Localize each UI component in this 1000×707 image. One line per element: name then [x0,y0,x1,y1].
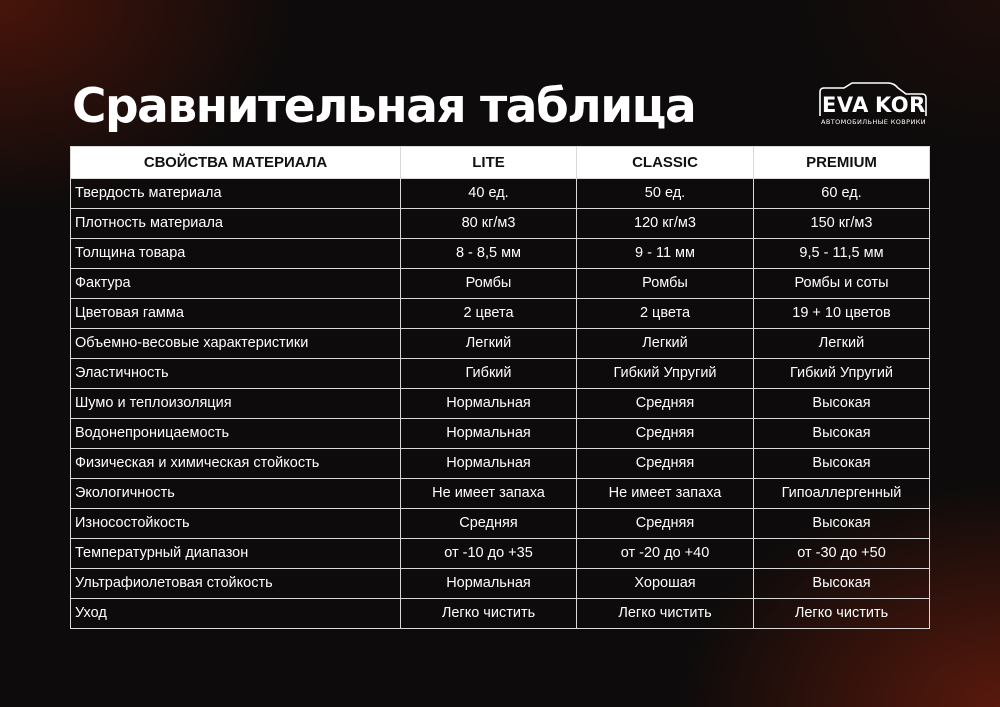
cell-classic: от -20 до +40 [577,539,754,569]
cell-lite: 40 ед. [401,179,577,209]
cell-property: Экологичность [71,479,401,509]
logo-subtitle: АВТОМОБИЛЬНЫЕ КОВРИКИ [821,118,927,126]
cell-classic: Легкий [577,329,754,359]
table-row [71,239,930,269]
table-row [71,179,930,209]
cell-classic: Не имеет запаха [577,479,754,509]
cell-lite: Нормальная [401,419,577,449]
header-premium: PREMIUM [754,147,930,179]
cell-classic: Средняя [577,449,754,479]
cell-lite: от -10 до +35 [401,539,577,569]
cell-property: Объемно-весовые характеристики [71,329,401,359]
table-row [71,329,930,359]
cell-lite: Легкий [401,329,577,359]
cell-premium: Высокая [754,569,930,599]
table-row [71,269,930,299]
cell-property: Эластичность [71,359,401,389]
table-row [71,479,930,509]
table-row [71,599,930,629]
cell-classic: Средняя [577,389,754,419]
comparison-table [70,146,930,629]
table-row [71,449,930,479]
cell-premium: 9,5 - 11,5 мм [754,239,930,269]
cell-premium: Высокая [754,449,930,479]
table-header-row [71,147,930,179]
logo-wordmark-left: EVA [822,93,869,117]
cell-property: Твердость материала [71,179,401,209]
cell-property: Температурный диапазон [71,539,401,569]
cell-premium: Легкий [754,329,930,359]
cell-premium: Высокая [754,509,930,539]
table-row [71,359,930,389]
cell-property: Шумо и теплоизоляция [71,389,401,419]
table-row [71,389,930,419]
cell-property: Плотность материала [71,209,401,239]
cell-premium: Легко чистить [754,599,930,629]
cell-lite: Нормальная [401,449,577,479]
table-body [71,179,930,629]
cell-premium: от -30 до +50 [754,539,930,569]
table-row [71,509,930,539]
header-lite: LITE [401,147,577,179]
header-properties: СВОЙСТВА МАТЕРИАЛА [71,147,401,179]
cell-premium: Высокая [754,419,930,449]
cell-lite: Средняя [401,509,577,539]
cell-property: Износостойкость [71,509,401,539]
cell-lite: Нормальная [401,569,577,599]
cell-classic: 2 цвета [577,299,754,329]
cell-classic: Средняя [577,509,754,539]
cell-premium: Гибкий Упругий [754,359,930,389]
cell-property: Уход [71,599,401,629]
cell-property: Физическая и химическая стойкость [71,449,401,479]
cell-classic: 50 ед. [577,179,754,209]
cell-classic: Легко чистить [577,599,754,629]
cell-property: Цветовая гамма [71,299,401,329]
cell-lite: Легко чистить [401,599,577,629]
cell-lite: 2 цвета [401,299,577,329]
cell-lite: Гибкий [401,359,577,389]
header-classic: CLASSIC [577,147,754,179]
cell-classic: Ромбы [577,269,754,299]
logo-wordmark [822,93,926,117]
cell-lite: 8 - 8,5 мм [401,239,577,269]
cell-lite: Нормальная [401,389,577,419]
cell-classic: Гибкий Упругий [577,359,754,389]
cell-premium: 19 + 10 цветов [754,299,930,329]
cell-property: Толщина товара [71,239,401,269]
table-row [71,209,930,239]
cell-lite: Ромбы [401,269,577,299]
cell-premium: Высокая [754,389,930,419]
cell-classic: 120 кг/м3 [577,209,754,239]
cell-premium: Гипоаллергенный [754,479,930,509]
cell-classic: 9 - 11 мм [577,239,754,269]
cell-premium: 60 ед. [754,179,930,209]
cell-property: Водонепроницаемость [71,419,401,449]
logo-wordmark-right: KOR [874,93,926,117]
table-row [71,569,930,599]
cell-lite: Не имеет запаха [401,479,577,509]
table-row [71,419,930,449]
page-title: Сравнительная таблица [72,79,696,134]
cell-property: Фактура [71,269,401,299]
cell-classic: Хорошая [577,569,754,599]
cell-classic: Средняя [577,419,754,449]
cell-premium: Ромбы и соты [754,269,930,299]
table-row [71,299,930,329]
table-row [71,539,930,569]
cell-lite: 80 кг/м3 [401,209,577,239]
cell-property: Ультрафиолетовая стойкость [71,569,401,599]
cell-premium: 150 кг/м3 [754,209,930,239]
brand-logo [818,82,928,126]
